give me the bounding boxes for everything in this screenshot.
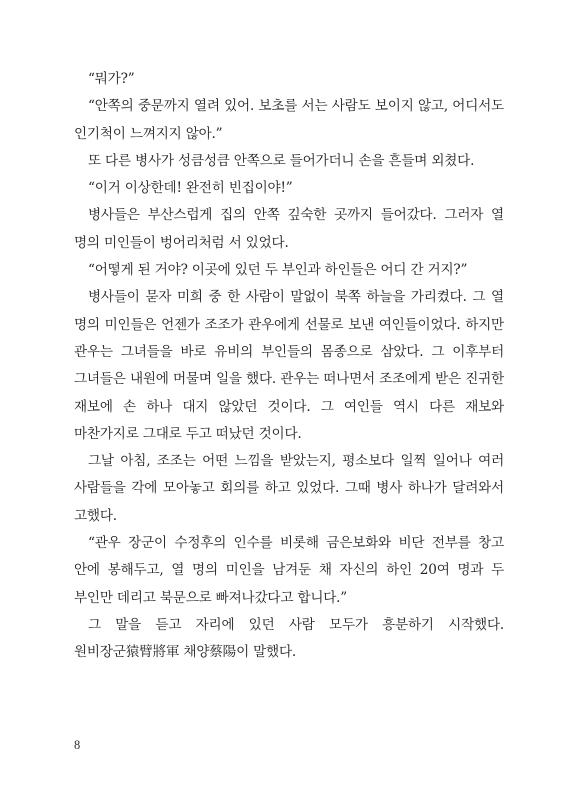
paragraph: “이거 이상한데! 완전히 빈집이야!” [88,180,293,197]
paragraph: “뭐가?” [88,71,135,87]
paragraph: 그날 아침, 조조는 어떤 느낌을 받았는지, 평소보다 일찍 일어나 여러 사람들을 각에 모아놓고 회의를 하고 있었다. 그때 병사 하나가 달려와서 고했다. [74,453,504,524]
body-text [74,66,504,667]
paragraph: “안쪽의 중문까지 열려 있어. 보초를 서는 사람도 보이지 않고, 어디서도 인기척이 느껴지지 않아.” [74,98,504,142]
paragraph: 병사들이 묻자 미희 중 한 사람이 말없이 북쪽 하늘을 가리켰다. 그 열 명의 미인들은 언젠가 조조가 관우에게 선물로 보낸 여인들이었다. 하지만 관우는 그녀들을 바로 유비의 부인들의 몸종으로 삼았다. 그 이후부터 그녀들은 내원에 머물며 일을 했다. 관우는 떠나면서 조조에게 받은 진귀한 재보에 손 하나 대지 않았던 것이다. 그 여인들 역시 다른 재보와 마찬가지로 그대로 두고 떠났던 것이다. [74,289,504,442]
paragraph: “어떻게 된 거야? 이곳에 있던 두 부인과 하인들은 어디 간 거지?” [88,262,468,279]
paragraph: “관우 장군이 수정후의 인수를 비롯해 금은보화와 비단 전부를 창고 안에 봉해두고, 열 명의 미인을 남겨둔 채 자신의 하인 20여 명과 두 부인만 데리고 북문으로 빠져나갔다고 합니다.” [74,535,504,606]
paragraph: 병사들은 부산스럽게 집의 안쪽 깊숙한 곳까지 들어갔다. 그러자 열 명의 미인들이 벙어리처럼 서 있었다. [74,207,504,251]
paragraph: 또 다른 병사가 성큼성큼 안쪽으로 들어가더니 손을 흔들며 외쳤다. [88,152,475,169]
paragraph: 그 말을 듣고 자리에 있던 사람 모두가 흥분하기 시작했다. 원비장군猿臂將軍 채양蔡陽이 말했다. [74,616,504,661]
page-number: 8 [74,738,81,752]
